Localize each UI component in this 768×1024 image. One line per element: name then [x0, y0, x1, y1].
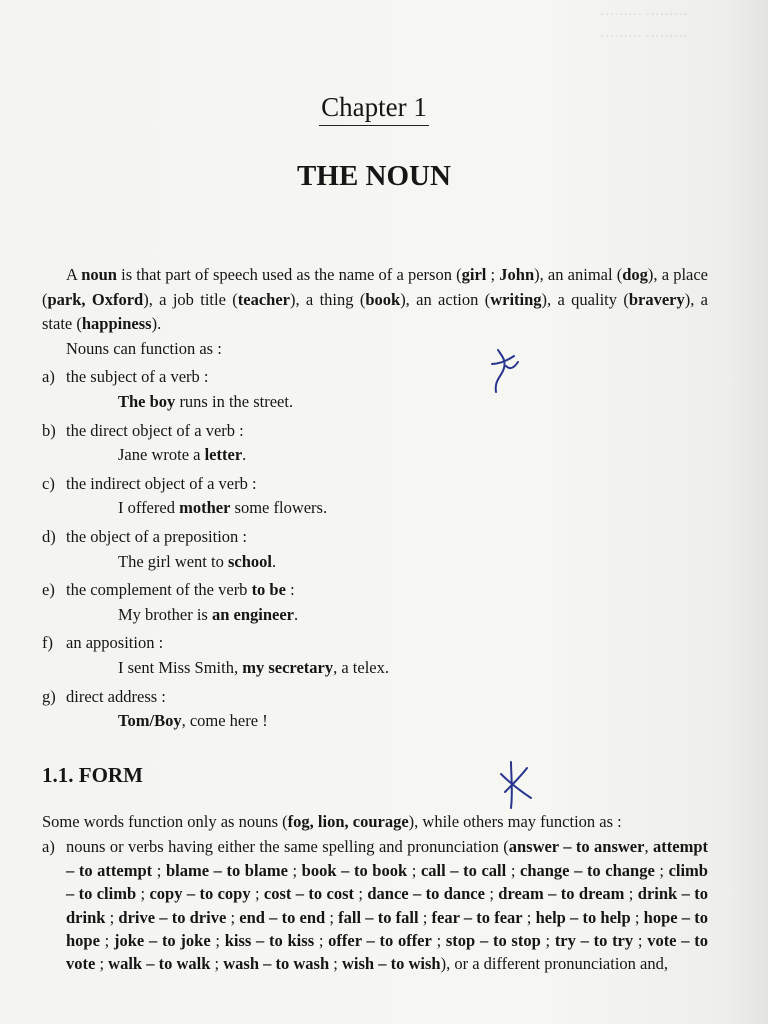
bold-term: change – to change: [520, 860, 655, 880]
text-run: .: [294, 604, 299, 624]
item-text: [66, 578, 295, 603]
text-run: ), a state (: [42, 289, 708, 334]
text-run: ;: [95, 954, 109, 974]
bold-term: attempt – to attempt: [66, 837, 708, 880]
text-run: ;: [136, 884, 150, 904]
text-run: ), a job title (: [143, 289, 238, 309]
section-heading: 1.1. FORM: [42, 763, 143, 787]
text-run: ), an action (: [400, 289, 491, 309]
bold-term: book – to book: [301, 860, 408, 880]
bold-term: answer – to answer: [508, 837, 645, 857]
text-run: ;: [325, 907, 339, 927]
bold-term: mother: [179, 498, 231, 518]
item-text: an apposition :: [66, 633, 164, 653]
text-run: is that part of speech used as the name of a person (: [116, 265, 462, 284]
text-run: nouns or verbs having either the same spelling and pronunciation (: [66, 837, 509, 857]
bold-term: climb – to climb: [66, 860, 708, 904]
bold-term: call – to call: [420, 860, 507, 880]
bleed-through-text: ……… ………: [600, 26, 688, 41]
text-run: ;: [418, 907, 432, 927]
text-run: Some words function only as nouns (: [42, 812, 288, 831]
bold-term: park, Oxford: [47, 289, 144, 309]
bold-term: school: [227, 551, 272, 571]
text-run: the complement of the verb: [66, 580, 252, 600]
bold-term: offer – to offer: [328, 931, 432, 951]
bold-term: teacher: [237, 289, 290, 309]
form-item: [42, 835, 708, 975]
handwritten-cross-icon: [497, 760, 537, 810]
text-run: ;: [630, 907, 644, 927]
text-run: runs in the street.: [175, 391, 294, 411]
bold-term: letter: [204, 445, 243, 465]
bold-term: an engineer: [211, 604, 294, 624]
bold-term: fall – to fall: [338, 907, 419, 927]
bold-term: kiss – to kiss: [224, 931, 315, 951]
text-run: ;: [624, 884, 638, 904]
text-run: ;: [287, 860, 302, 880]
bold-term: dance – to dance: [367, 884, 485, 904]
text-run: ;: [152, 860, 166, 880]
item-label: e): [42, 580, 55, 600]
bold-term: stop – to stop: [445, 931, 541, 951]
text-run: ), a quality (: [541, 289, 629, 309]
example-sentence: [42, 390, 708, 415]
text-run: ;: [250, 884, 264, 904]
form-section: [42, 810, 708, 976]
section-intro: [42, 810, 708, 833]
text-run: ;: [431, 931, 446, 951]
text-run: Jane wrote a: [118, 445, 205, 465]
bold-term: wash – to wash: [223, 954, 330, 974]
example-sentence: [42, 496, 708, 521]
text-run: I offered: [118, 498, 180, 518]
text-run: ;: [654, 860, 669, 880]
item-text: the indirect object of a verb :: [66, 473, 257, 493]
text-run: ;: [522, 907, 536, 927]
bold-term: hope – to hope: [66, 907, 708, 951]
item-label: a): [42, 837, 55, 857]
bold-term: try – to try: [554, 931, 634, 951]
text-run: I sent Miss Smith,: [118, 657, 243, 677]
bold-term: cost – to cost: [263, 884, 355, 904]
bold-term: end – to end: [239, 907, 326, 927]
example-sentence: [42, 709, 708, 734]
function-item: [42, 631, 708, 656]
text-run: ;: [314, 931, 329, 951]
functions-intro: Nouns can function as :: [66, 338, 222, 358]
item-label: b): [42, 420, 56, 440]
item-label: g): [42, 686, 56, 706]
text-run: , come here !: [181, 711, 268, 731]
text-run: The girl went to: [118, 551, 228, 571]
text-run: , a telex.: [333, 657, 389, 677]
bold-term: John: [499, 265, 535, 284]
text-run: ;: [210, 954, 224, 974]
item-text: the subject of a verb :: [66, 367, 209, 387]
text-run: My brother is: [118, 604, 212, 624]
text-run: ;: [105, 907, 119, 927]
bold-term: The boy: [118, 391, 176, 411]
function-item: [42, 578, 708, 603]
text-run: ), or a different pronunciation and,: [440, 954, 668, 974]
handwritten-mark-icon: [484, 346, 530, 402]
bold-term: blame – to blame: [165, 860, 288, 880]
form-list: [42, 835, 708, 975]
text-run: ), a thing (: [289, 289, 366, 309]
bold-term: dog: [622, 265, 648, 284]
text-run: ;: [210, 931, 225, 951]
item-text: the direct object of a verb :: [66, 420, 244, 440]
text-run: ), an animal (: [534, 265, 623, 284]
text-run: some flowers.: [230, 498, 328, 518]
bold-term: drive – to drive: [118, 907, 227, 927]
bold-term: happiness: [81, 314, 152, 334]
item-label: a): [42, 367, 55, 387]
bold-term: noun: [81, 265, 117, 284]
bold-term: my secretary: [242, 657, 334, 677]
item-text: the object of a preposition :: [66, 526, 247, 546]
example-sentence: [42, 443, 708, 468]
example-sentence: [42, 550, 708, 575]
page-title: THE NOUN: [297, 160, 451, 192]
intro-section: [42, 263, 708, 738]
example-sentence: [42, 656, 708, 681]
function-list: [42, 365, 708, 733]
item-text: [66, 835, 708, 975]
text-run: .: [272, 551, 277, 571]
example-sentence: [42, 603, 708, 628]
text-run: ), while others may function as :: [408, 812, 622, 831]
function-item: [42, 472, 708, 497]
item-label: c): [42, 473, 55, 493]
bleed-through-text: ……… ………: [600, 4, 688, 19]
text-run: ;: [540, 931, 555, 951]
bold-term: to be: [251, 580, 286, 600]
intro-paragraph: [42, 263, 708, 337]
item-label: f): [42, 633, 53, 653]
bold-term: help – to help: [535, 907, 631, 927]
text-run: A: [66, 265, 82, 284]
bold-term: book: [365, 289, 401, 309]
page-edge-shadow: [728, 0, 768, 1024]
function-item: [42, 365, 708, 390]
function-item: [42, 525, 708, 550]
text-run: ), a place (: [42, 265, 709, 309]
bold-term: bravery: [628, 289, 685, 309]
text-run: :: [285, 580, 295, 600]
text-run: ;: [99, 931, 114, 951]
item-text: direct address :: [66, 686, 166, 706]
bold-term: wish – to wish: [342, 954, 441, 974]
text-run: ;: [226, 907, 240, 927]
text-run: ;: [329, 954, 342, 974]
bold-term: Tom/Boy: [118, 711, 182, 731]
bold-term: joke – to joke: [113, 931, 211, 951]
bold-term: dream – to dream: [498, 884, 625, 904]
text-run: ).: [151, 314, 162, 334]
chapter-label: Chapter 1: [0, 92, 748, 126]
function-item: [42, 419, 708, 444]
bold-term: fog, lion, courage: [287, 812, 409, 831]
function-item: [42, 685, 708, 710]
text-run: ;: [484, 884, 499, 904]
bold-term: walk – to walk: [108, 954, 211, 974]
bold-term: girl: [461, 265, 487, 284]
text-run: ;: [486, 265, 500, 284]
item-label: d): [42, 526, 56, 546]
text-run: ;: [407, 860, 421, 880]
bold-term: vote – to vote: [66, 931, 708, 974]
text-run: ,: [644, 837, 654, 857]
bold-term: fear – to fear: [431, 907, 523, 927]
bold-term: writing: [490, 289, 542, 309]
text-run: ;: [506, 860, 520, 880]
text-run: ;: [354, 884, 368, 904]
text-run: ;: [633, 931, 648, 951]
bold-term: drink – to drink: [66, 884, 708, 927]
bold-term: copy – to copy: [149, 884, 251, 904]
text-run: .: [242, 445, 247, 465]
